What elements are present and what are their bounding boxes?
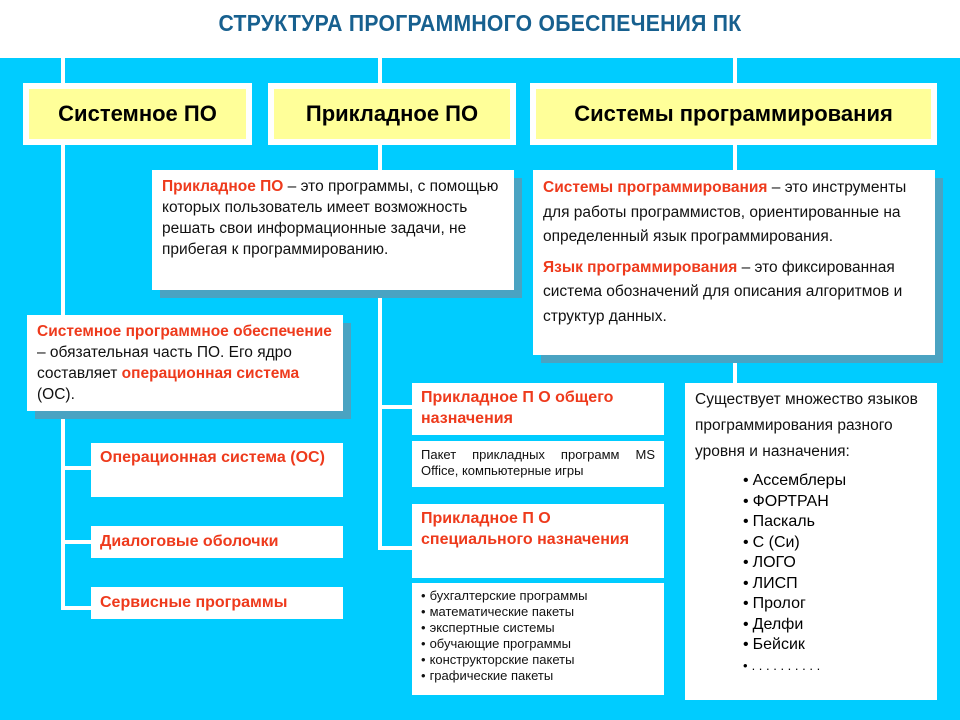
list-item: • С (Си) — [743, 533, 927, 554]
applied-special-list — [412, 583, 664, 695]
connector-os — [61, 466, 93, 470]
system-term: Системное программное обеспечение — [37, 323, 332, 340]
header-programming-systems — [530, 83, 937, 145]
header-progsys-label: Системы программирования — [536, 89, 931, 139]
applied-text: – это программы, с помощью которых пользователь имеет возможность решать свои информационные задачи, не прибегая к программированию. — [162, 178, 499, 258]
header-system-label: Системное ПО — [29, 89, 246, 139]
applied-term: Прикладное ПО — [162, 178, 284, 195]
language-text: – это фиксированная система обозначений для описания алгоритмов и структур данных. — [543, 258, 903, 325]
system-text: – обязательная часть ПО. Его ядро составляет — [37, 344, 292, 382]
applied-special-title: Прикладное П О специального назначения — [412, 504, 664, 578]
list-item: • Делфи — [743, 615, 927, 636]
connector-service — [61, 606, 93, 610]
progsys-text: – это инструменты для работы программистов, ориентированные на определенный язык программирования. — [543, 179, 907, 245]
os-text: (ОС). — [37, 386, 75, 403]
list-item: • математические пакеты — [421, 604, 655, 620]
languages-intro: Существует множество языков программирования разного уровня и назначения: — [695, 391, 918, 460]
system-software-definition — [27, 315, 343, 411]
list-item: • Ассемблеры — [743, 471, 927, 492]
list-item: • Паскаль — [743, 512, 927, 533]
header-applied-software — [268, 83, 516, 145]
list-item: • ФОРТРАН — [743, 492, 927, 513]
list-item: • Бейсик — [743, 635, 927, 656]
system-item-shells: Диалоговые оболочки — [91, 526, 343, 558]
list-item: • ЛОГО — [743, 553, 927, 574]
list-item: • . . . . . . . . . . — [743, 656, 927, 677]
list-item: • обучающие программы — [421, 636, 655, 652]
connector-applied-general — [378, 405, 412, 409]
list-item: • ЛИСП — [743, 574, 927, 595]
applied-general-title: Прикладное П О общего назначения — [412, 383, 664, 435]
applied-software-definition — [152, 170, 514, 290]
list-item: • экспертные системы — [421, 620, 655, 636]
progsys-term: Системы программирования — [543, 179, 768, 196]
page-title: СТРУКТУРА ПРОГРАММНОГО ОБЕСПЕЧЕНИЯ ПК — [218, 10, 742, 36]
list-item: • конструкторские пакеты — [421, 652, 655, 668]
languages-box — [685, 383, 937, 700]
header-applied-label: Прикладное ПО — [274, 89, 510, 139]
list-item: • бухгалтерские программы — [421, 588, 655, 604]
header-system-software — [23, 83, 252, 145]
system-item-os: Операционная система (ОС) — [91, 443, 343, 497]
applied-general-description: Пакет прикладных программ MS Office, компьютерные игры — [412, 441, 664, 487]
connector-shells — [61, 540, 93, 544]
connector-applied-special — [378, 546, 412, 550]
system-item-service: Сервисные программы — [91, 587, 343, 619]
os-term: операционная система — [121, 365, 300, 382]
list-item: • графические пакеты — [421, 668, 655, 684]
programming-systems-definition — [533, 170, 935, 355]
language-term: Язык программирования — [543, 258, 738, 276]
list-item: • Пролог — [743, 594, 927, 615]
